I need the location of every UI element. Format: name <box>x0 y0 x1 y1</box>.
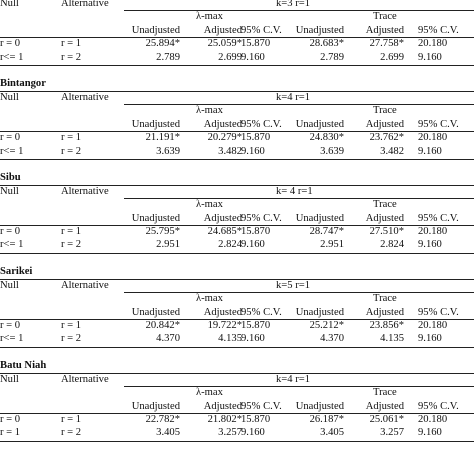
adjusted-header: Adjusted <box>203 24 242 36</box>
adjusted-header: Adjusted <box>365 118 404 130</box>
alternative-column-header: Alternative <box>61 279 109 291</box>
unadjusted-header: Unadjusted <box>295 118 344 130</box>
table-row <box>0 145 474 158</box>
alternative-hypothesis: r = 2 <box>61 51 82 63</box>
rule-line <box>0 65 474 66</box>
rule-line <box>0 253 474 254</box>
cv-header: 95% C.V. <box>418 306 459 318</box>
rule-line <box>0 319 474 320</box>
lambda-max-header: λ-max <box>196 199 223 211</box>
header-row <box>0 292 474 305</box>
rule-line <box>124 292 474 293</box>
unadjusted-header: Unadjusted <box>295 400 344 412</box>
alternative-column-header: Alternative <box>61 91 109 103</box>
adjusted-header: Adjusted <box>365 400 404 412</box>
unadjusted-header: Unadjusted <box>295 24 344 36</box>
alternative-hypothesis: r = 2 <box>61 239 82 251</box>
statistic-value: 2.951 <box>320 239 344 251</box>
table-row <box>0 332 474 345</box>
rule-line <box>124 104 474 105</box>
null-hypothesis: r<= 1 <box>0 239 24 251</box>
statistic-value: 4.370 <box>320 333 344 345</box>
null-hypothesis: r = 0 <box>0 413 21 425</box>
header-row <box>0 104 474 117</box>
alternative-hypothesis: r = 2 <box>61 145 82 157</box>
statistic-value: 3.639 <box>156 145 180 157</box>
unadjusted-header: Unadjusted <box>295 306 344 318</box>
table-row <box>0 131 474 144</box>
null-column-header: Null <box>0 91 19 103</box>
table-block <box>0 358 474 452</box>
statistic-value: 20.180 <box>418 413 448 425</box>
statistic-value: 15.870 <box>241 38 271 50</box>
cv-header: 95% C.V. <box>418 118 459 130</box>
header-row <box>0 24 474 37</box>
statistic-value: 25.059* <box>207 38 242 50</box>
header-row <box>0 279 474 292</box>
statistic-value: 27.510* <box>369 226 404 238</box>
statistic-value: 9.160 <box>418 51 442 63</box>
header-row <box>0 212 474 225</box>
cv-header: 95% C.V. <box>241 24 282 36</box>
region-title: Bintangor <box>0 77 46 89</box>
lambda-max-header: λ-max <box>196 105 223 117</box>
rule-line <box>124 386 474 387</box>
statistic-value: 20.180 <box>418 226 448 238</box>
statistic-value: 25.894* <box>145 38 180 50</box>
null-column-header: Null <box>0 185 19 197</box>
statistic-value: 9.160 <box>241 427 265 439</box>
header-row <box>0 91 474 104</box>
statistic-value: 24.830* <box>309 132 344 144</box>
rule-line <box>124 10 474 11</box>
cv-header: 95% C.V. <box>241 212 282 224</box>
alternative-hypothesis: r = 2 <box>61 427 82 439</box>
null-hypothesis: r = 0 <box>0 320 21 332</box>
statistic-value: 3.482 <box>218 145 242 157</box>
model-spec: k=5 r=1 <box>276 279 311 291</box>
statistic-value: 3.257 <box>218 427 242 439</box>
statistic-value: 21.802* <box>207 413 242 425</box>
rule-line <box>0 225 474 226</box>
statistic-value: 9.160 <box>241 239 265 251</box>
alternative-hypothesis: r = 1 <box>61 38 82 50</box>
adjusted-header: Adjusted <box>203 212 242 224</box>
statistic-value: 9.160 <box>418 145 442 157</box>
statistic-value: 2.699 <box>380 51 404 63</box>
table-block <box>0 170 474 264</box>
table-row <box>0 37 474 50</box>
header-row <box>0 118 474 131</box>
table-row <box>0 51 474 64</box>
rule-line <box>0 413 474 414</box>
statistic-value: 20.842* <box>145 320 180 332</box>
statistic-value: 25.795* <box>145 226 180 238</box>
region-title: Sarikei <box>0 265 33 277</box>
rule-line <box>0 441 474 442</box>
statistic-value: 15.870 <box>241 226 271 238</box>
header-row <box>0 373 474 386</box>
rule-line <box>124 198 474 199</box>
statistic-value: 3.639 <box>320 145 344 157</box>
statistic-value: 9.160 <box>418 239 442 251</box>
rule-line <box>0 131 474 132</box>
statistic-value: 3.405 <box>156 427 180 439</box>
null-hypothesis: r<= 1 <box>0 51 24 63</box>
statistic-value: 2.789 <box>156 51 180 63</box>
region-title: Sibu <box>0 171 21 183</box>
header-row <box>0 198 474 211</box>
table-row <box>0 426 474 439</box>
rule-line <box>0 373 474 374</box>
null-column-header: Null <box>0 279 19 291</box>
null-hypothesis: r<= 1 <box>0 333 24 345</box>
statistic-value: 21.191* <box>145 132 180 144</box>
statistic-value: 28.683* <box>309 38 344 50</box>
unadjusted-header: Unadjusted <box>131 400 180 412</box>
unadjusted-header: Unadjusted <box>131 306 180 318</box>
model-spec: k=3 r=1 <box>276 0 311 9</box>
header-row <box>0 400 474 413</box>
trace-header: Trace <box>373 293 397 305</box>
cv-header: 95% C.V. <box>418 400 459 412</box>
statistic-value: 9.160 <box>241 51 265 63</box>
null-column-header: Null <box>0 0 19 9</box>
statistic-value: 20.279* <box>207 132 242 144</box>
cv-header: 95% C.V. <box>241 118 282 130</box>
null-hypothesis: r<= 1 <box>0 145 24 157</box>
alternative-hypothesis: r = 1 <box>61 320 82 332</box>
table-block <box>0 76 474 170</box>
statistic-value: 22.782* <box>145 413 180 425</box>
table-block <box>0 264 474 358</box>
statistic-value: 27.758* <box>369 38 404 50</box>
statistic-value: 25.212* <box>309 320 344 332</box>
table-row <box>0 225 474 238</box>
statistic-value: 20.180 <box>418 320 448 332</box>
statistic-value: 3.482 <box>380 145 404 157</box>
header-row <box>0 306 474 319</box>
alternative-hypothesis: r = 1 <box>61 132 82 144</box>
rule-line <box>0 37 474 38</box>
adjusted-header: Adjusted <box>365 212 404 224</box>
alternative-column-header: Alternative <box>61 185 109 197</box>
statistic-value: 15.870 <box>241 320 271 332</box>
adjusted-header: Adjusted <box>203 400 242 412</box>
cv-header: 95% C.V. <box>241 400 282 412</box>
statistic-value: 2.951 <box>156 239 180 251</box>
null-hypothesis: r = 0 <box>0 226 21 238</box>
unadjusted-header: Unadjusted <box>131 24 180 36</box>
statistic-value: 4.135 <box>218 333 242 345</box>
statistic-value: 2.824 <box>218 239 242 251</box>
statistic-value: 26.187* <box>309 413 344 425</box>
alternative-hypothesis: r = 1 <box>61 226 82 238</box>
statistic-value: 3.257 <box>380 427 404 439</box>
statistic-value: 23.856* <box>369 320 404 332</box>
cv-header: 95% C.V. <box>418 212 459 224</box>
statistic-value: 20.180 <box>418 132 448 144</box>
statistic-value: 19.722* <box>207 320 242 332</box>
table-row <box>0 238 474 251</box>
alternative-column-header: Alternative <box>61 373 109 385</box>
trace-header: Trace <box>373 105 397 117</box>
lambda-max-header: λ-max <box>196 293 223 305</box>
statistic-value: 9.160 <box>418 427 442 439</box>
region-title: Batu Niah <box>0 359 47 371</box>
null-hypothesis: r = 0 <box>0 38 21 50</box>
statistic-value: 9.160 <box>241 145 265 157</box>
lambda-max-header: λ-max <box>196 387 223 399</box>
rule-line <box>0 185 474 186</box>
unadjusted-header: Unadjusted <box>295 212 344 224</box>
header-row <box>0 386 474 399</box>
model-spec: k=4 r=1 <box>276 91 311 103</box>
statistic-value: 23.762* <box>369 132 404 144</box>
null-hypothesis: r = 1 <box>0 427 21 439</box>
statistic-value: 3.405 <box>320 427 344 439</box>
model-spec: k= 4 r=1 <box>276 185 313 197</box>
null-column-header: Null <box>0 373 19 385</box>
alternative-hypothesis: r = 2 <box>61 333 82 345</box>
header-row <box>0 185 474 198</box>
rule-line <box>0 91 474 92</box>
statistic-value: 25.061* <box>369 413 404 425</box>
statistic-value: 15.870 <box>241 413 271 425</box>
statistic-value: 15.870 <box>241 132 271 144</box>
rule-line <box>0 159 474 160</box>
statistic-value: 9.160 <box>241 333 265 345</box>
statistic-value: 28.747* <box>309 226 344 238</box>
statistic-value: 4.135 <box>380 333 404 345</box>
adjusted-header: Adjusted <box>203 118 242 130</box>
statistic-value: 24.685* <box>207 226 242 238</box>
alternative-hypothesis: r = 1 <box>61 413 82 425</box>
header-row <box>0 10 474 23</box>
table-row <box>0 319 474 332</box>
trace-header: Trace <box>373 199 397 211</box>
adjusted-header: Adjusted <box>365 306 404 318</box>
statistic-value: 2.699 <box>218 51 242 63</box>
table-row <box>0 413 474 426</box>
statistic-value: 9.160 <box>418 333 442 345</box>
model-spec: k=4 r=1 <box>276 373 311 385</box>
statistic-value: 20.180 <box>418 38 448 50</box>
unadjusted-header: Unadjusted <box>131 118 180 130</box>
header-row <box>0 0 474 10</box>
trace-header: Trace <box>373 387 397 399</box>
trace-header: Trace <box>373 11 397 23</box>
rule-line <box>0 279 474 280</box>
rule-line <box>0 347 474 348</box>
lambda-max-header: λ-max <box>196 11 223 23</box>
statistic-value: 4.370 <box>156 333 180 345</box>
null-hypothesis: r = 0 <box>0 132 21 144</box>
cv-header: 95% C.V. <box>418 24 459 36</box>
statistic-value: 2.824 <box>380 239 404 251</box>
statistic-value: 2.789 <box>320 51 344 63</box>
cv-header: 95% C.V. <box>241 306 282 318</box>
adjusted-header: Adjusted <box>365 24 404 36</box>
unadjusted-header: Unadjusted <box>131 212 180 224</box>
adjusted-header: Adjusted <box>203 306 242 318</box>
table-block <box>0 0 474 76</box>
alternative-column-header: Alternative <box>61 0 109 9</box>
